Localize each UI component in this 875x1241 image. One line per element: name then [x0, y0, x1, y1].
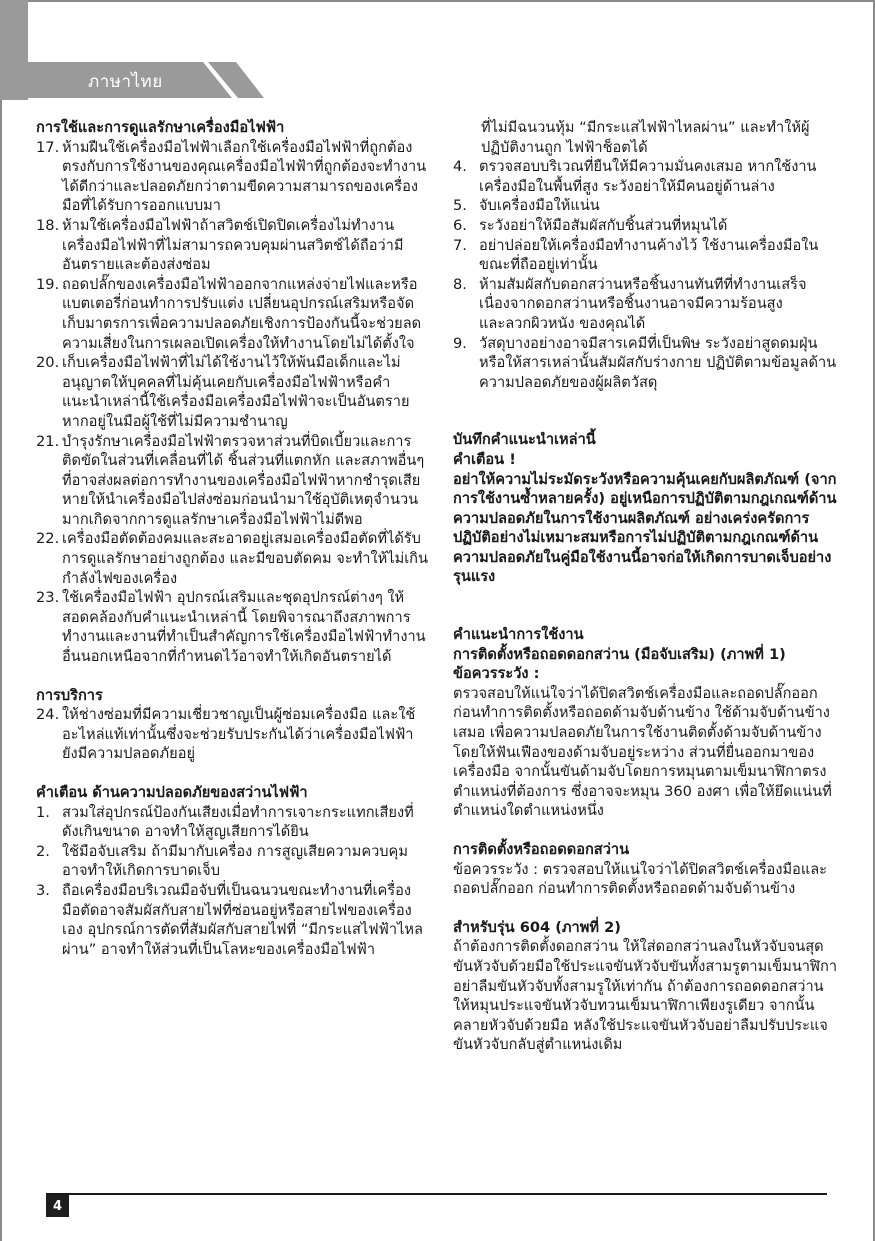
list-item-number: 5. [453, 197, 467, 215]
left-column [36, 118, 428, 959]
list-item-text: ให้ช่างซ่อมที่มีความเชี่ยวชาญเป็นผู้ซ่อมเครื่องมือ และใช้อะไหล่แท้เท่านั้นซึ่งจะช่วยรับประกันได้ว่าเครื่องมือไฟฟ้ายังมีความปลอดภัยอยู่ [62, 706, 416, 763]
list-item [36, 588, 428, 666]
list-item-text: ใช้มือจับเสริม ถ้ามีมากับเครื่อง การสูญเสียความควบคุมอาจทำให้เกิดการบาดเจ็บ [62, 842, 408, 880]
list-item [453, 196, 843, 216]
list-item-text: ถอดปลั๊กของเครื่องมือไฟฟ้าออกจากแหล่งจ่ายไฟและหรือแบตเตอรี่ก่อนทำการปรับแต่ง เปลี่ยนอุปกรณ์เสริมหรือจัดเก็บมาตรการเพื่อความปลอดภัยเชิงการป้องกันนี้จะช่วยลดความเสี่ยงในการเผลอเปิดเครื่องให้ทำงานโดยไม่ได้ตั้งใจ [62, 275, 422, 352]
list-item [36, 353, 428, 431]
list-item-text: เครื่องมือตัดต้องคมและสะอาดอยู่เสมอเครื่องมือตัดที่ได้รับการดูแลรักษาอย่างถูกต้อง และมีขอบตัดคม จะทำให้ไม่เกินกำลังไฟของเครื่อง [62, 530, 428, 587]
service-list [36, 705, 428, 764]
install-side-handle-text: ตรวจสอบให้แน่ใจว่าได้ปิดสวิตช์เครื่องมือและถอดปลั๊กออกก่อนทำการติดตั้งหรือถอดด้ามจับด้านข้าง ใช้ด้ามจับด้านข้างเสมอ เพื่อความปลอดภัยในการใช้งานติดตั้งด้ามจับด้านข้างโดยให้ฟันเฟืองของด้ามจับอยู่ระหว่าง ส่วนที่ยื่นออกมาของเครื่องมือ จากนั้นขันด้ามจับโดยการหมุนตามเข็มนาฬิกาตรงตำแหน่งที่ต้องการ ซึ่งอาจจะหมุน 360 องศา เพื่อให้ยึดแน่นที่ตำแหน่งใดตำแหน่งหนึ่ง [453, 684, 832, 820]
list-item-text: ระวังอย่าให้มือสัมผัสกับชิ้นส่วนที่หมุนได้ [479, 216, 728, 234]
list-item-number: 1. [36, 803, 50, 821]
list-item-number: 4. [453, 158, 467, 176]
list-item [36, 529, 428, 588]
list-item-number: 8. [453, 275, 467, 293]
list-item-number: 19. [36, 275, 60, 293]
list-item [453, 157, 843, 196]
list-item [453, 236, 843, 275]
list-item-text: สวมใส่อุปกรณ์ป้องกันเสียงเมื่อทำการเจาะกระแทกเสียงที่ดังเกินขนาด อาจทำให้สูญเสียการได้ยิน [62, 803, 414, 841]
warning-text: อย่าให้ความไม่ระมัดระวังหรือความคุ้นเคยกับผลิตภัณฑ์ (จากการใช้งานซ้ำหลายครั้ง) อยู่เหนือการปฏิบัติตามกฎเกณฑ์ด้านความปลอดภัยในการใช้งานผลิตภัณฑ์ อย่างเคร่งครัดการปฏิบัติอย่างไม่เหมาะสมหรือการไม่ปฏิบัติตามกฎเกณฑ์ด้านความปลอดภัยในคู่มือใช้งานนี้อาจก่อให้เกิดการบาดเจ็บอย่างรุนแรง [453, 470, 837, 586]
list-item-text: ใช้เครื่องมือไฟฟ้า อุปกรณ์เสริมและชุดอุปกรณ์ต่างๆ ให้สอดคล้องกับคำแนะนำเหล่านี้ โดยพิจารณาถึงสภาพการทำงานและงานที่ทำเป็นสำคัญการใช้เครื่องมือไฟฟ้าทำงานอื่นนอกเหนือจากที่กำหนดไว้อาจทำให้เกิดอันตรายได้ [62, 589, 426, 666]
list-item-text: จับเครื่องมือให้แน่น [479, 197, 600, 215]
usage-instructions-title: คำแนะนำการใช้งาน [453, 626, 584, 644]
list-item [36, 432, 428, 530]
model-604-text: ถ้าต้องการติดตั้งดอกสว่าน ให้ใส่ดอกสว่านลงในหัวจับจนสุดขันหัวจับด้วยมือใช้ประแจขันหัวจับขันทั้งสามรูตามเข็มนาฬิกา อย่าลืมขันหัวจับทั้งสามรูให้เท่ากัน ถ้าต้องการถอดดอกสว่าน ให้หมุนประแจขันหัวจับทวนเข็มนาฬิกาเพียงรูเดียว จากนั้น คลายหัวจับด้วยมือ หลังใช้ประแจขันหัวจับอย่าลืมปรับประแจ ขันหัวจับกลับสู่ตำแหน่งเดิม [453, 938, 838, 1054]
save-instructions-title: บันทึกคำแนะนำเหล่านี้ [453, 431, 596, 449]
section-title-drill-safety: คำเตือน ด้านความปลอดภัยของสว่านไฟฟ้า [36, 784, 308, 801]
list-item-number: 7. [453, 236, 467, 254]
list-item-number: 23. [36, 589, 60, 607]
list-item-number: 22. [36, 530, 60, 548]
list-item-number: 9. [453, 334, 467, 352]
list-item-text: ห้ามใช้เครื่องมือไฟฟ้าถ้าสวิตช์เปิดปิดเครื่องไม่ทำงานเครื่องมือไฟฟ้าที่ไม่สามารถควบคุมผ่านสวิตช์ได้ถือว่ามีอันตรายและต้องส่งซ่อม [62, 216, 404, 274]
list-item-text: ถือเครื่องมือบริเวณมือจับที่เป็นฉนวนขณะทำงานที่เครื่องมือตัดอาจสัมผัสกับสายไฟที่ซ่อนอยู่หรือสายไฟของเครื่องเอง อุปกรณ์การตัดที่สัมผัสกับสายไฟที่ “มีกระแสไฟฟ้าไหลผ่าน” อาจทำให้ส่วนที่เป็นโลหะของเครื่องมือไฟฟ้า [62, 881, 423, 958]
item-3-continued: ที่ไม่มีฉนวนหุ้ม “มีกระแสไฟฟ้าไหลผ่าน” และทำให้ผู้ปฏิบัติงานถูก ไฟฟ้าช็อตได้ [481, 119, 810, 156]
list-item-text: อย่าปล่อยให้เครื่องมือทำงานค้างไว้ ใช้งานเครื่องมือในขณะที่ถืออยู่เท่านั้น [479, 236, 819, 274]
install-bit-text: ข้อควรระวัง : ตรวจสอบให้แน่ใจว่าได้ปิดสวิตช์เครื่องมือและถอดปลั๊กออก ก่อนทำการติดตั้งหรือถอดด้ามจับด้านข้าง [453, 860, 828, 898]
language-tab: ภาษาไทย [88, 72, 163, 92]
list-item [453, 275, 843, 334]
list-item [36, 216, 428, 275]
list-item [36, 275, 428, 353]
list-item-number: 6. [453, 216, 467, 234]
list-item [36, 705, 428, 764]
list-item [36, 138, 428, 216]
page-frame-top [0, 0, 875, 2]
section-title-service: การบริการ [36, 686, 103, 704]
list-item-number: 20. [36, 354, 60, 372]
drill-safety-list [36, 803, 428, 960]
drill-safety-list-continued [453, 157, 843, 392]
list-item-text: บำรุงรักษาเครื่องมือไฟฟ้าตรวจหาส่วนที่บิดเบี้ยวและการติดขัดในส่วนที่เคลื่อนที่ได้ ชิ้นส่วนที่แตกหัก และสภาพอื่นๆ ที่อาจส่งผลต่อการทำงานของเครื่องมือไฟฟ้าหากชำรุดเสียหายให้นำเครื่องมือไปส่งซ่อมก่อนนำมาใช้อุบัติเหตุจำนวนมากเกิดจากการดูแลรักษาเครื่องมือไฟฟ้าไม่ดีพอ [62, 432, 425, 528]
list-item-text: เก็บเครื่องมือไฟฟ้าที่ไม่ได้ใช้งานไว้ให้พ้นมือเด็กและไม่อนุญาตให้บุคคลที่ไม่คุ้นเคยกับเครื่องมือไฟฟ้าหรือคำแนะนำเหล่านี้ใช้เครื่องมือเครื่องมือไฟฟ้าจะเป็นอันตรายหากอยู่ในมือผู้ใช้ที่ไม่มีความชำนาญ [62, 354, 410, 430]
warning-title: คำเตือน ! [453, 450, 516, 468]
section-title-tool-use-care: การใช้และการดูแลรักษาเครื่องมือไฟฟ้า [36, 119, 285, 136]
list-item [453, 216, 843, 236]
right-column [453, 118, 843, 1055]
list-item [36, 842, 428, 881]
list-item-text: ตรวจสอบบริเวณที่ยืนให้มีความมั่นคงเสมอ หากใช้งานเครื่องมือในพื้นที่สูง ระวังอย่าให้มีคนอยู่ด้านล่าง [479, 158, 817, 195]
install-side-handle-title: การติดตั้งหรือถอดดอกสว่าน (มือจับเสริม) (ภาพที่ 1) [453, 645, 786, 663]
list-item-number: 3. [36, 881, 50, 899]
model-604-title: สำหรับรุ่น 604 (ภาพที่ 2) [453, 918, 621, 936]
list-item-text: ห้ามสัมผัสกับดอกสว่านหรือชิ้นงานทันทีที่ทำงานเสร็จเนื่องจากดอกสว่านหรือชิ้นงานอาจมีความร้อนสูง และลวกผิวหนัง ของคุณได้ [479, 275, 807, 332]
page-frame-left [0, 0, 2, 1241]
install-bit-title: การติดตั้งหรือถอดดอกสว่าน [453, 841, 630, 858]
caution-title: ข้อควรระวัง : [453, 665, 540, 683]
list-item-number: 17. [36, 138, 60, 156]
list-item-text: ห้ามฝืนใช้เครื่องมือไฟฟ้าเลือกใช้เครื่องมือไฟฟ้าที่ถูกต้องตรงกับการใช้งานของคุณเครื่องมือไฟฟ้าที่ถูกต้องจะทำงานได้ดีกว่าและปลอดภัยกว่าตามขีดความสามารถของเครื่องมือที่ได้รับการออกแบบมา [62, 138, 427, 215]
list-item-number: 24. [36, 706, 60, 724]
list-item [36, 803, 428, 842]
footer-rule [46, 1193, 827, 1195]
list-item-number: 2. [36, 842, 50, 860]
list-item-text: วัสดุบางอย่างอาจมีสารเคมีที่เป็นพิษ ระวังอย่าสูดดมฝุ่นหรือให้สารเหล่านั้นสัมผัสกับร่างกาย ปฏิบัติตามข้อมูลด้านความปลอดภัยของผู้ผลิตวัสดุ [479, 334, 837, 391]
list-item-number: 18. [36, 216, 60, 234]
list-item-number: 21. [36, 432, 60, 450]
tool-use-care-list [36, 138, 428, 667]
page-number: 4 [46, 1195, 69, 1217]
list-item [453, 334, 843, 393]
list-item [36, 881, 428, 959]
